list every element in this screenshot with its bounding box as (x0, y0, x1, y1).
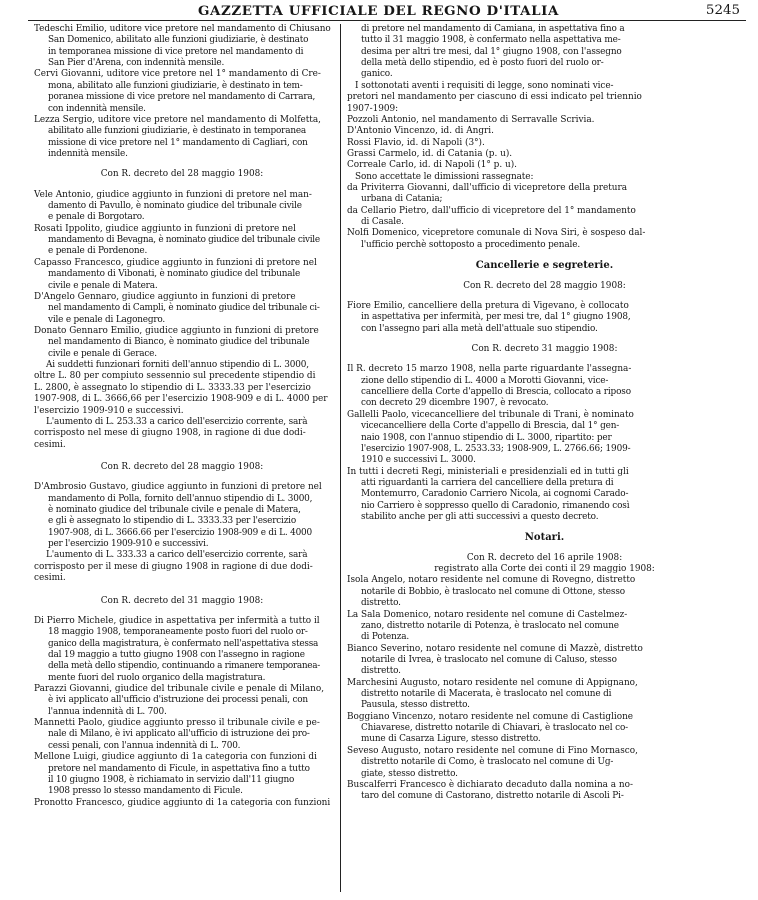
text-line: della metà dello stipendio, continuando a rimanere temporanea- (48, 661, 320, 672)
text-line: San Domenico, abilitato alle funzioni giudiziarie, è destinato (48, 35, 309, 46)
text-line: stabilito anche per gli atti successivi a questo decreto. (361, 512, 599, 523)
gazette-title: GAZZETTA UFFICIALE DEL REGNO D'ITALIA (198, 3, 559, 19)
text-line: in temporanea missione di vice pretore nel mandamento di (48, 46, 304, 57)
text-line: ganico della magistratura, è confermato nell'aspettativa stessa (48, 638, 319, 649)
text-line: nale di Milano, è ivi applicato all'ufficio di istruzione dei pro- (48, 729, 310, 740)
text-line: con decreto 29 dicembre 1907, è revocato. (361, 398, 549, 409)
left-column (34, 24, 330, 809)
text-line: ganico. (361, 69, 393, 80)
text-line: di Casale. (361, 217, 404, 228)
text-line: Parazzi Giovanni, giudice del tribunale civile e penale di Milano, (34, 684, 325, 695)
text-line: 1910 e successivi L. 3000. (361, 455, 476, 466)
text-line: 18 maggio 1908, temporaneamente posto fuori del ruolo or- (48, 627, 308, 638)
text-line: della metà dello stipendio, ed è posto fuori del ruolo or- (361, 58, 604, 69)
text-line: atti riguardanti la carriera del cancelliere della pretura di (361, 477, 614, 488)
text-line: Bianco Severino, notaro residente nel comune di Mazzè, distretto (347, 643, 643, 654)
text-line: l'ufficio perchè sottoposto a procedimento penale. (361, 239, 580, 250)
text-line: abilitato alle funzioni giudiziarie, è destinato in temporanea (48, 126, 307, 137)
text-line: Rosati Ippolito, giudice aggiunto in funzioni di pretore nel (34, 223, 296, 234)
text-line: Sono accettate le dimissioni rassegnate: (355, 171, 534, 182)
text-line: l'esercizio 1907-908, L. 2533.33; 1908-909, L. 2766.66; 1909- (361, 443, 631, 454)
text-line: nel mandamento di Bianco, è nominato giudice del tribunale (48, 337, 310, 348)
text-line: poranea missione di vice pretore nel mandamento di Carrara, (48, 92, 316, 103)
text-line: pretori nel mandamento per ciascuno di essi indicato pel triennio (347, 92, 642, 103)
page-header (28, 0, 746, 22)
text-line: distretto. (361, 598, 401, 609)
text-line: civile e penale di Gerace. (48, 348, 157, 359)
text-line: D'Antonio Vincenzo, id. di Angri. (347, 126, 494, 137)
text-line: Capasso Francesco, giudice aggiunto in funzioni di pretore nel (34, 257, 317, 268)
text-line: Mannetti Paolo, giudice aggiunto presso il tribunale civile e pe- (34, 718, 320, 729)
section-heading-notari: Notari. (524, 532, 565, 544)
text-line: civile e penale di Matera. (48, 280, 158, 291)
text-line: Seveso Augusto, notaro residente nel comune di Fino Mornasco, (347, 745, 638, 756)
text-line: tutto il 31 maggio 1908, è confermato nella aspettativa me- (361, 35, 621, 46)
text-line: Vele Antonio, giudice aggiunto in funzioni di pretore nel man- (34, 189, 312, 200)
text-line: Di Pierro Michele, giudice in aspettativa per infermità a tutto il (34, 615, 320, 626)
text-line: l'annua indennità di L. 700. (48, 706, 167, 717)
text-line: vile e penale di Lagonegro. (48, 314, 166, 325)
text-line: Pozzoli Antonio, nel mandamento di Serravalle Scrivia. (347, 114, 595, 125)
text-line: Fiore Emilio, cancelliere della pretura di Vigevano, è collocato (347, 300, 629, 311)
text-line: giate, stesso distretto. (361, 768, 458, 779)
text-line: dal 19 maggio a tutto giugno 1908 con l'assegno in ragione (48, 649, 305, 660)
text-line: Isola Angelo, notaro residente nel comune di Rovegno, distretto (347, 575, 636, 586)
text-line: Donato Gennaro Emilio, giudice aggiunto in funzioni di pretore (34, 325, 319, 336)
text-line: pretore nel mandamento di Ficule, in aspettativa fino a tutto (48, 763, 310, 774)
text-line: Rossi Flavio, id. di Napoli (3°). (347, 137, 485, 148)
text-line: In tutti i decreti Regi, ministeriali e presidenziali ed in tutti gli (347, 466, 629, 477)
text-line: e penale di Pordenone. (48, 246, 148, 257)
decree-heading: Con R. decreto del 31 maggio 1908: (100, 595, 264, 606)
text-line: indennità mensile. (48, 148, 128, 159)
text-line: Pronotto Francesco, giudice aggiunto di 1a categoria con funzioni (34, 797, 331, 808)
text-line: Lezza Sergio, uditore vice pretore nel mandamento di Molfetta, (34, 114, 321, 125)
decree-registration: registrato alla Corte dei conti il 29 maggio 1908: (434, 564, 655, 575)
text-line: distretto notarile di Macerata, è traslocato nel comune di (361, 689, 612, 700)
text-line: corrisposto nel mese di giugno 1908, in ragione di due dodi- (34, 428, 306, 439)
text-line: e penale di Borgotaro. (48, 212, 145, 223)
text-line: D'Ambrosio Gustavo, giudice aggiunto in funzioni di pretore nel (34, 482, 322, 493)
text-line: damento di Pavullo, è nominato giudice del tribunale civile (48, 201, 302, 212)
text-line: Mellone Luigi, giudice aggiunto di 1a categoria con funzioni di (34, 752, 317, 763)
text-line: Nolfi Domenico, vicepretore comunale di Nova Siri, è sospeso dal- (347, 228, 646, 239)
text-line: 1907-1909: (347, 103, 399, 114)
decree-heading: Con R. decreto 31 maggio 1908: (471, 343, 618, 354)
column-divider (340, 24, 341, 892)
text-line: e gli è assegnato lo stipendio di L. 3333.33 per l'esercizio (48, 516, 296, 527)
text-line: nel mandamento di Campli, è nominato giudice del tribunale ci- (48, 303, 320, 314)
text-line: missione di vice pretore nel 1° mandamento di Cagliari, con (48, 137, 308, 148)
text-line: corrisposto per il mese di giugno 1908 in ragione di due dodi- (34, 561, 313, 572)
text-line: di Potenza. (361, 632, 410, 643)
decree-heading: Con R. decreto del 28 maggio 1908: (100, 169, 264, 180)
text-line: Gallelli Paolo, vicecancelliere del tribunale di Trani, è nominato (347, 409, 634, 420)
text-line: Tedeschi Emilio, uditore vice pretore nel mandamento di Chiusano (34, 24, 331, 34)
text-line: D'Angelo Gennaro, giudice aggiunto in funzioni di pretore (34, 291, 296, 302)
text-line: con indennità mensile. (48, 103, 146, 114)
text-line: Boggiano Vincenzo, notaro residente nel comune di Castiglione (347, 711, 634, 722)
text-line: cesimi. (34, 439, 66, 450)
decree-heading: Con R. decreto del 16 aprile 1908: (466, 552, 623, 563)
text-line: mente fuori del ruolo organico della magistratura. (48, 672, 266, 683)
text-line: è ivi applicato all'ufficio d'istruzione dei processi penali, con (48, 695, 308, 706)
text-line: mune di Casarza Ligure, stesso distretto. (361, 734, 541, 745)
text-line: per l'esercizio 1909-910 e successivi. (48, 539, 209, 550)
page-number: 5245 (705, 3, 740, 18)
text-line: cesimi. (34, 573, 66, 584)
text-line: desima per altri tre mesi, dal 1° giugno 1908, con l'assegno (361, 46, 622, 57)
text-line: il 10 giugno 1908, è richiamato in servizio dall'11 giugno (48, 774, 295, 785)
text-line: San Pier d'Arena, con indennità mensile. (48, 58, 225, 69)
text-line: taro del comune di Castorano, distretto notarile di Ascoli Pi- (361, 791, 624, 802)
text-line: nio Carriero è soppresso quello di Caradonio, rimanendo così (361, 500, 630, 511)
text-line: Il R. decreto 15 marzo 1908, nella parte riguardante l'assegna- (347, 364, 632, 375)
text-line: 1907-908, di L. 3666.66 per l'esercizio 1908-909 e di L. 4000 (48, 527, 312, 538)
text-line: è nominato giudice del tribunale civile e penale di Matera, (48, 505, 301, 516)
text-line: Cervi Giovanni, uditore vice pretore nel 1° mandamento di Cre- (34, 69, 321, 80)
text-line: mandamento di Polla, fornito dell'annuo stipendio di L. 3000, (48, 493, 313, 504)
text-line: L'aumento di L. 333.33 a carico dell'esercizio corrente, sarà (46, 550, 308, 561)
text-line: Correale Carlo, id. di Napoli (1° p. u). (347, 160, 517, 171)
text-line: notarile di Ivrea, è traslocato nel comune di Caluso, stesso (361, 654, 617, 665)
text-line: cancelliere della Corte d'appello di Brescia, collocato a riposo (361, 387, 631, 398)
text-line: cessi penali, con l'annua indennità di L. 700. (48, 740, 241, 751)
section-heading-cancellerie: Cancellerie e segreterie. (475, 260, 614, 272)
text-line: naio 1908, con l'annuo stipendio di L. 3000, ripartito: per (361, 432, 612, 443)
text-line: in aspettativa per infermità, per mesi tre, dal 1° giugno 1908, (361, 312, 631, 323)
text-line: vicecancelliere della Corte d'appello di Brescia, dal 1° gen- (361, 421, 620, 432)
text-line: Ai suddetti funzionari forniti dell'annuo stipendio di L. 3000, (46, 360, 309, 371)
text-line: mandamento di Bevagna, è nominato giudice del tribunale civile (48, 235, 320, 246)
text-line: da Priviterra Giovanni, dall'ufficio di vicepretore della pretura (347, 183, 628, 194)
right-column (347, 24, 742, 803)
text-line: zione dello stipendio di L. 4000 a Morotti Giovanni, vice- (361, 375, 609, 386)
text-line: I sottonotati aventi i requisiti di legge, sono nominati vice- (355, 80, 614, 91)
text-line: urbana di Catania; (361, 194, 443, 205)
text-line: L. 2800, è assegnato lo stipendio di L. 3333.33 per l'esercizio (34, 382, 311, 393)
text-line: di pretore nel mandamento di Camiana, in aspettativa fino a (361, 24, 625, 34)
text-line: Marchesini Augusto, notaro residente nel comune di Appignano, (347, 677, 638, 688)
text-line: 1908 presso lo stesso mandamento di Ficule. (48, 786, 243, 797)
decree-heading: Con R. decreto del 28 maggio 1908: (463, 280, 626, 291)
text-line: con l'assegno pari alla metà dell'attuale suo stipendio. (361, 323, 598, 334)
text-line: Buscalferri Francesco è dichiarato decaduto dalla nomina a no- (347, 779, 633, 790)
text-line: distretto notarile di Como, è traslocato nel comune di Ug- (361, 757, 614, 768)
text-line: Chiavarese, distretto notarile di Chiavari, è traslocato nel co- (361, 723, 629, 734)
text-line: La Sala Domenico, notaro residente nel comune di Castelmez- (347, 609, 628, 620)
text-line: L'aumento di L. 253.33 a carico dell'esercizio corrente, sarà (46, 416, 308, 427)
header-rule (28, 20, 746, 21)
text-line: Montemurro, Caradonio Carriero Nicola, ai cognomi Carado- (361, 489, 629, 500)
text-line: oltre L. 80 per compiuto sessennio sul precedente stipendio di (34, 371, 316, 382)
text-line: zano, distretto notarile di Potenza, è traslocato nel comune (361, 620, 619, 631)
text-line: da Cellario Pietro, dall'ufficio di vicepretore del 1° mandamento (347, 205, 636, 216)
text-line: l'esercizio 1909-910 e successivi. (34, 405, 184, 416)
text-line: mona, abilitato alle funzioni giudiziarie, è destinato in tem- (48, 80, 303, 91)
text-line: Pausula, stesso distretto. (361, 700, 470, 711)
decree-heading: Con R. decreto del 28 maggio 1908: (100, 461, 264, 472)
text-line: distretto. (361, 666, 401, 677)
text-line: mandamento di Vibonati, è nominato giudice del tribunale (48, 269, 301, 280)
text-line: notarile di Bobbio, è traslocato nel comune di Ottone, stesso (361, 586, 625, 597)
text-line: Grassi Carmelo, id. di Catania (p. u). (347, 148, 513, 159)
text-line: 1907-908, di L. 3666,66 per l'esercizio 1908-909 e di L. 4000 per (34, 394, 328, 405)
